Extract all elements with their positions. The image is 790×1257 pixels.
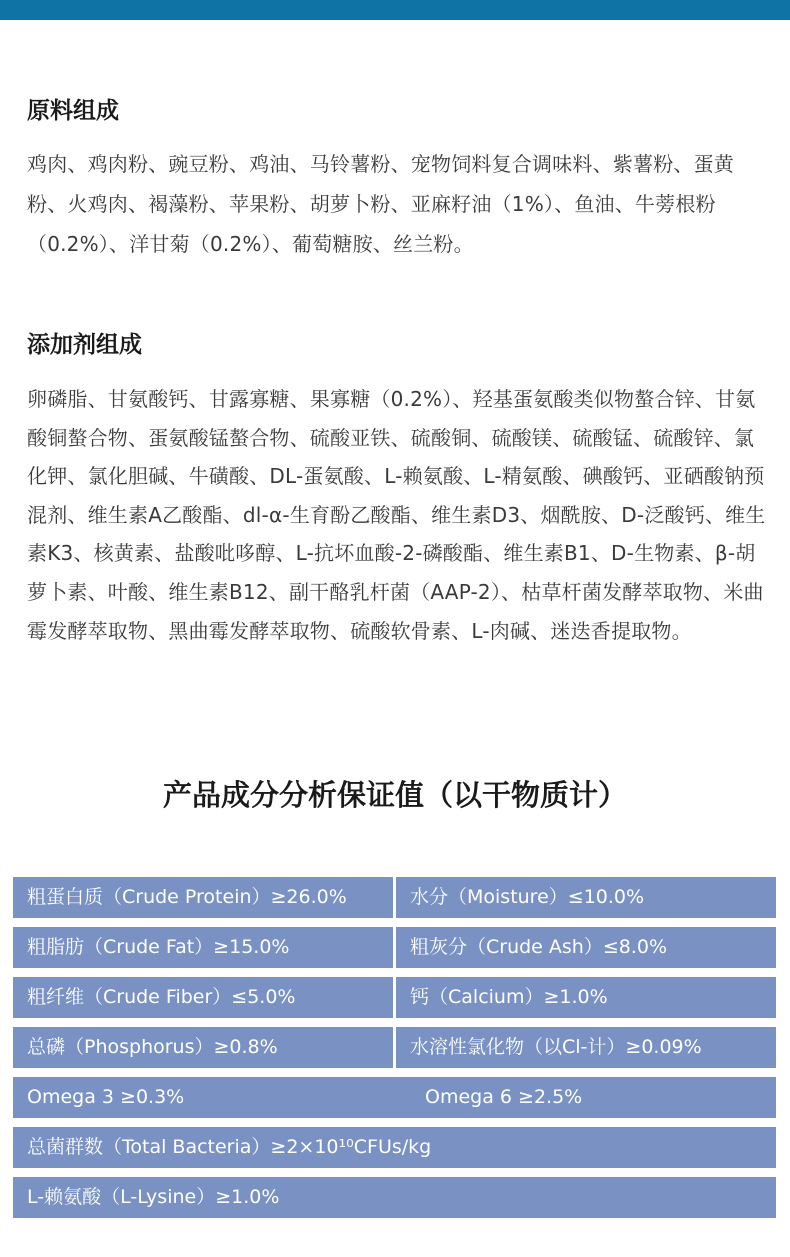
top-accent-bar [0,0,790,20]
analysis-row-full [13,1177,776,1218]
analysis-row [13,1077,776,1118]
analysis-cell: 水溶性氯化物（以Cl-计）≥0.09% [396,1027,776,1068]
analysis-cell: 粗脂肪（Crude Fat）≥15.0% [13,927,393,968]
additives-text: 卵磷脂、甘氨酸钙、甘露寡糖、果寡糖（0.2%）、羟基蛋氨酸类似物螯合锌、甘氨酸铜螯合物、蛋氨酸锰螯合物、硫酸亚铁、硫酸铜、硫酸镁、硫酸锰、硫酸锌、氯化钾、氯化胆碱、牛磺酸、DL-蛋氨酸、L-赖氨酸、L-精氨酸、碘酸钙、亚硒酸钠预混剂、维生素A乙酸酯、dl-α-生育酚乙酸酯、维生素D3、烟酰胺、D-泛酸钙、维生素K3、核黄素、盐酸吡哆醇、L-抗坏血酸-2-磷酸酯、维生素B1、D-生物素、β-胡萝卜素、叶酸、维生素B12、副干酪乳杆菌（AAP-2）、枯草杆菌发酵萃取物、米曲霉发酵萃取物、黑曲霉发酵萃取物、硫酸软骨素、L-肉碱、迷迭香提取物。 [27,387,766,643]
omega6-value: Omega 6 ≥2.5% [425,1086,583,1108]
analysis-row [13,1027,776,1068]
analysis-cell-total-bacteria: 总菌群数（Total Bacteria）≥2×10¹⁰CFUs/kg [13,1127,776,1168]
raw-materials-heading: 原料组成 [27,98,119,124]
analysis-cell: 水分（Moisture）≤10.0% [396,877,776,918]
analysis-cell-lysine: L-赖氨酸（L-Lysine）≥1.0% [13,1177,776,1218]
analysis-cell: 粗灰分（Crude Ash）≤8.0% [396,927,776,968]
raw-materials-text: 鸡肉、鸡肉粉、豌豆粉、鸡油、马铃薯粉、宠物饲料复合调味料、紫薯粉、蛋黄粉、火鸡肉、褐藻粉、苹果粉、胡萝卜粉、亚麻籽油（1%）、鱼油、牛蒡根粉（0.2%）、洋甘菊（0.2%）、葡萄糖胺、丝兰粉。 [27,152,734,256]
analysis-row [13,927,776,968]
analysis-row [13,877,776,918]
omega3-value: Omega 3 ≥0.3% [27,1086,185,1108]
analysis-cell: 钙（Calcium）≥1.0% [396,977,776,1018]
analysis-title: 产品成分分析保证值（以干物质计） [162,778,627,812]
analysis-title-wrap [0,775,790,815]
additives-heading: 添加剂组成 [27,332,142,358]
analysis-row [13,977,776,1018]
analysis-cell: 粗蛋白质（Crude Protein）≥26.0% [13,877,393,918]
analysis-cell: 总磷（Phosphorus）≥0.8% [13,1027,393,1068]
analysis-cell-omega [13,1077,776,1118]
analysis-row-full [13,1127,776,1168]
analysis-cell: 粗纤维（Crude Fiber）≤5.0% [13,977,393,1018]
